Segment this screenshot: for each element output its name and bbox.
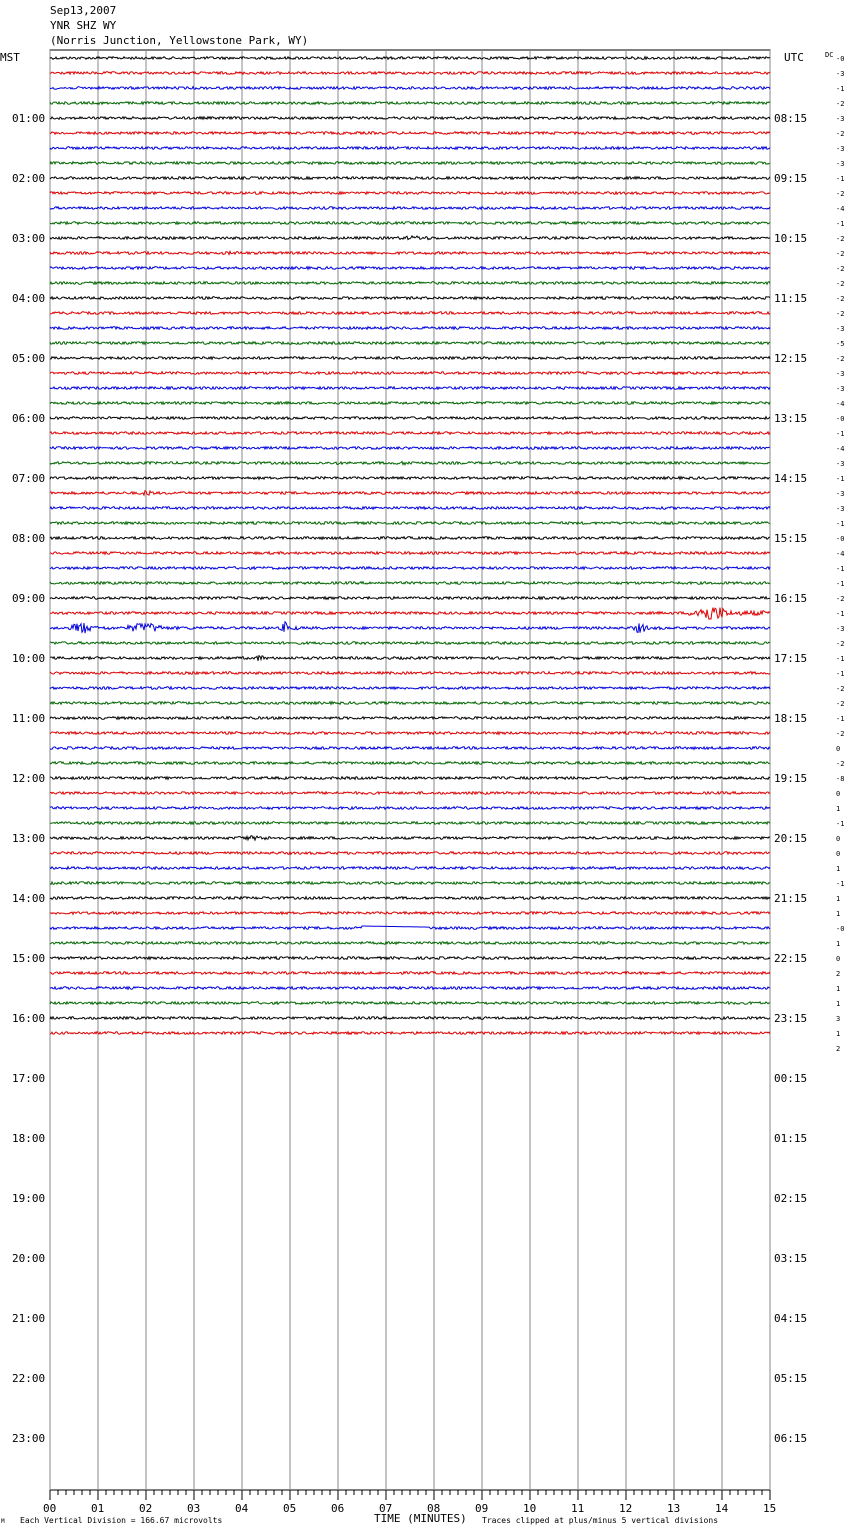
mst-hour-label: 07:00 xyxy=(12,472,46,485)
dc-offset-value: -1 xyxy=(836,565,845,573)
station-code: YNR SHZ WY xyxy=(50,19,117,32)
dc-offset-value: -4 xyxy=(836,400,845,408)
dc-offset-value: -3 xyxy=(836,490,845,498)
dc-offset-value: -3 xyxy=(836,145,845,153)
utc-hour-label: 18:15 xyxy=(774,712,808,725)
dc-offset-value: -2 xyxy=(836,760,845,768)
mst-hour-label: 14:00 xyxy=(12,892,46,905)
dc-offset-value: 1 xyxy=(836,1000,841,1008)
dc-offset-value: -2 xyxy=(836,265,845,273)
seismic-trace xyxy=(50,327,770,330)
dc-offset-value: -4 xyxy=(836,205,845,213)
mst-hour-label: 17:00 xyxy=(12,1072,46,1085)
utc-hour-label: 11:15 xyxy=(774,292,808,305)
mst-hour-label: 08:00 xyxy=(12,532,46,545)
dc-offset-value: -1 xyxy=(836,220,845,228)
seismic-trace xyxy=(50,567,770,570)
seismic-trace xyxy=(50,957,770,960)
seismic-traces xyxy=(50,57,770,1035)
x-tick-label: 07 xyxy=(379,1502,393,1515)
seismic-trace xyxy=(50,608,770,620)
seismic-trace xyxy=(50,852,770,855)
x-tick-label: 06 xyxy=(331,1502,345,1515)
seismic-trace xyxy=(50,867,770,870)
dc-offset-value: -2 xyxy=(836,730,845,738)
plot-date: Sep13,2007 xyxy=(50,4,117,17)
dc-offset-value: -2 xyxy=(836,295,845,303)
dc-offset-value: 1 xyxy=(836,985,841,993)
seismic-trace xyxy=(50,1002,770,1005)
mst-hour-label: 21:00 xyxy=(12,1312,46,1325)
dc-offset-value: -2 xyxy=(836,700,845,708)
dc-offset-value: -1 xyxy=(836,715,845,723)
plot-frame xyxy=(50,50,770,1490)
utc-hour-label: 22:15 xyxy=(774,952,808,965)
utc-hour-label: 02:15 xyxy=(774,1192,808,1205)
dc-offset-value: 2 xyxy=(836,970,841,978)
dc-offset-value: 3 xyxy=(836,1015,841,1023)
utc-hour-label: 01:15 xyxy=(774,1132,808,1145)
seismic-trace xyxy=(50,822,770,825)
dc-offset-value: -3 xyxy=(836,460,845,468)
seismic-trace xyxy=(50,57,770,60)
utc-hour-label: 19:15 xyxy=(774,772,808,785)
seismic-trace xyxy=(50,582,770,585)
seismic-trace xyxy=(50,132,770,135)
seismic-trace xyxy=(50,267,770,270)
seismic-trace xyxy=(50,777,770,780)
utc-hour-label: 13:15 xyxy=(774,412,808,425)
dc-offset-value: -2 xyxy=(836,310,845,318)
dc-offset-value: 1 xyxy=(836,895,841,903)
seismic-trace xyxy=(50,836,770,840)
seismic-trace xyxy=(50,87,770,90)
mst-hour-label: 16:00 xyxy=(12,1012,46,1025)
utc-hour-label: 06:15 xyxy=(774,1432,808,1445)
seismic-trace xyxy=(50,222,770,225)
seismic-trace xyxy=(50,1017,770,1020)
dc-offset-value: 2 xyxy=(836,1045,841,1053)
scale-note: Each Vertical Division = 166.67 microvolts xyxy=(20,1516,223,1525)
mst-axis-title: MST xyxy=(0,51,20,64)
dc-offset-value: -4 xyxy=(836,445,845,453)
seismic-trace xyxy=(50,717,770,720)
x-tick-label: 01 xyxy=(91,1502,105,1515)
dc-offset-value: -3 xyxy=(836,505,845,513)
dc-offset-value: -0 xyxy=(836,925,845,933)
seismic-trace xyxy=(50,762,770,765)
mst-hour-label: 05:00 xyxy=(12,352,46,365)
seismic-trace xyxy=(50,477,770,480)
seismic-trace xyxy=(50,236,770,240)
dc-offset-value: -2 xyxy=(836,355,845,363)
clip-note: Traces clipped at plus/minus 5 vertical divisions xyxy=(482,1516,719,1525)
dc-offset-value: 0 xyxy=(836,790,841,798)
dc-offset-value: 1 xyxy=(836,805,841,813)
dc-offset-value: -3 xyxy=(836,160,845,168)
utc-hour-label: 20:15 xyxy=(774,832,808,845)
utc-hour-label: 05:15 xyxy=(774,1372,808,1385)
x-tick-label: 08 xyxy=(427,1502,441,1515)
utc-hour-label: 09:15 xyxy=(774,172,808,185)
dc-offset-value: -3 xyxy=(836,385,845,393)
seismic-trace xyxy=(50,461,770,464)
utc-axis-title: UTC xyxy=(784,51,804,64)
utc-hour-label: 15:15 xyxy=(774,532,808,545)
mst-hour-label: 23:00 xyxy=(12,1432,46,1445)
axis-labels xyxy=(12,55,844,1515)
dc-offset-value: -2 xyxy=(836,280,845,288)
mst-hour-label: 18:00 xyxy=(12,1132,46,1145)
mst-hour-label: 10:00 xyxy=(12,652,46,665)
seismic-trace xyxy=(50,942,770,945)
seismic-trace xyxy=(50,1032,770,1035)
utc-hour-label: 23:15 xyxy=(774,1012,808,1025)
seismic-trace xyxy=(50,297,770,300)
dc-offset-value: -2 xyxy=(836,595,845,603)
seismic-trace xyxy=(50,447,770,450)
seismic-trace xyxy=(50,387,770,390)
mst-hour-label: 09:00 xyxy=(12,592,46,605)
seismic-trace xyxy=(50,102,770,105)
dc-offset-value: 1 xyxy=(836,1030,841,1038)
dc-offset-value: 0 xyxy=(836,955,841,963)
dc-offset-value: 1 xyxy=(836,910,841,918)
dc-offset-value: -8 xyxy=(836,775,845,783)
seismic-trace xyxy=(50,372,770,375)
seismic-trace xyxy=(50,747,770,750)
x-tick-label: 14 xyxy=(715,1502,729,1515)
x-tick-label: 00 xyxy=(43,1502,57,1515)
seismic-trace xyxy=(50,807,770,810)
seismic-trace xyxy=(50,117,770,120)
dc-offset-value: -1 xyxy=(836,880,845,888)
mst-hour-label: 15:00 xyxy=(12,952,46,965)
seismic-trace xyxy=(50,656,770,661)
dc-offset-title: DC xyxy=(825,51,834,59)
seismic-trace xyxy=(50,282,770,285)
utc-hour-label: 04:15 xyxy=(774,1312,808,1325)
seismic-trace xyxy=(50,162,770,165)
mst-hour-label: 04:00 xyxy=(12,292,46,305)
dc-offset-value: -2 xyxy=(836,250,845,258)
dc-offset-value: -1 xyxy=(836,85,845,93)
dc-offset-value: -3 xyxy=(836,115,845,123)
seismic-trace xyxy=(50,507,770,510)
dc-offset-value: 1 xyxy=(836,865,841,873)
seismic-trace xyxy=(50,882,770,885)
station-location: (Norris Junction, Yellowstone Park, WY) xyxy=(50,34,309,47)
utc-hour-label: 17:15 xyxy=(774,652,808,665)
dc-offset-value: -3 xyxy=(836,70,845,78)
seismic-trace xyxy=(50,552,770,555)
dc-offset-value: -0 xyxy=(836,415,845,423)
seismic-trace xyxy=(50,357,770,360)
x-tick-label: 09 xyxy=(475,1502,489,1515)
x-tick-label: 05 xyxy=(283,1502,297,1515)
dc-offset-value: -5 xyxy=(836,340,845,348)
x-tick-label: 10 xyxy=(523,1502,537,1515)
x-tick-label: 04 xyxy=(235,1502,249,1515)
dc-offset-value: -3 xyxy=(836,325,845,333)
seismic-trace xyxy=(50,987,770,990)
seismic-trace xyxy=(50,432,770,435)
seismic-trace xyxy=(50,342,770,345)
utc-hour-label: 16:15 xyxy=(774,592,808,605)
mst-hour-label: 20:00 xyxy=(12,1252,46,1265)
seismic-trace xyxy=(50,597,770,600)
seismic-trace xyxy=(50,402,770,405)
dc-offset-value: -0 xyxy=(836,535,845,543)
x-tick-label: 11 xyxy=(571,1502,585,1515)
seismic-trace xyxy=(50,702,770,705)
dc-offset-value: 0 xyxy=(836,835,841,843)
dc-offset-value: -1 xyxy=(836,610,845,618)
dc-offset-value: -4 xyxy=(836,550,845,558)
utc-hour-label: 12:15 xyxy=(774,352,808,365)
x-tick-label: 13 xyxy=(667,1502,681,1515)
seismic-trace xyxy=(50,491,770,496)
seismic-trace xyxy=(50,732,770,735)
seismic-trace xyxy=(50,72,770,75)
dc-offset-value: -2 xyxy=(836,235,845,243)
dc-offset-value: 1 xyxy=(836,940,841,948)
dc-offset-value: -2 xyxy=(836,190,845,198)
corner-mark: M xyxy=(1,1518,5,1525)
dc-offset-value: -1 xyxy=(836,580,845,588)
dc-offset-value: -1 xyxy=(836,655,845,663)
x-tick-label: 12 xyxy=(619,1502,633,1515)
x-tick-label: 02 xyxy=(139,1502,153,1515)
mst-hour-label: 11:00 xyxy=(12,712,46,725)
dc-offset-value: -2 xyxy=(836,100,845,108)
mst-hour-label: 01:00 xyxy=(12,112,46,125)
mst-hour-label: 22:00 xyxy=(12,1372,46,1385)
dc-offset-value: -1 xyxy=(836,820,845,828)
seismic-trace xyxy=(50,251,770,254)
mst-hour-label: 03:00 xyxy=(12,232,46,245)
seismic-trace xyxy=(50,537,770,540)
dc-offset-value: -0 xyxy=(836,55,845,63)
mst-hour-label: 12:00 xyxy=(12,772,46,785)
seismic-trace xyxy=(50,792,770,795)
utc-hour-label: 08:15 xyxy=(774,112,808,125)
dc-offset-value: 0 xyxy=(836,745,841,753)
seismic-trace xyxy=(50,312,770,315)
dc-offset-value: -2 xyxy=(836,130,845,138)
seismic-trace xyxy=(50,522,770,525)
seismic-trace xyxy=(50,192,770,195)
mst-hour-label: 13:00 xyxy=(12,832,46,845)
dc-offset-value: -1 xyxy=(836,670,845,678)
dc-offset-value: -3 xyxy=(836,370,845,378)
dc-offset-value: -3 xyxy=(836,625,845,633)
seismic-trace xyxy=(50,177,770,180)
seismic-trace xyxy=(50,417,770,420)
seismic-trace xyxy=(50,912,770,915)
seismic-trace xyxy=(50,147,770,150)
seismic-trace xyxy=(50,687,770,690)
utc-hour-label: 21:15 xyxy=(774,892,808,905)
x-tick-label: 15 xyxy=(763,1502,777,1515)
x-tick-label: 03 xyxy=(187,1502,201,1515)
seismic-trace xyxy=(50,207,770,210)
dc-offset-value: -1 xyxy=(836,475,845,483)
utc-hour-label: 10:15 xyxy=(774,232,808,245)
dc-offset-value: -2 xyxy=(836,640,845,648)
utc-hour-label: 14:15 xyxy=(774,472,808,485)
dc-offset-value: -1 xyxy=(836,175,845,183)
seismic-trace xyxy=(50,897,770,900)
x-axis-title: TIME (MINUTES) xyxy=(374,1512,467,1525)
utc-hour-label: 00:15 xyxy=(774,1072,808,1085)
seismic-trace xyxy=(50,926,770,929)
dc-offset-value: -1 xyxy=(836,430,845,438)
seismic-trace xyxy=(50,622,770,633)
dc-offset-value: -2 xyxy=(836,685,845,693)
seismic-trace xyxy=(50,972,770,975)
mst-hour-label: 19:00 xyxy=(12,1192,46,1205)
seismic-trace xyxy=(50,672,770,675)
seismic-trace xyxy=(50,642,770,645)
dc-offset-value: -1 xyxy=(836,520,845,528)
utc-hour-label: 03:15 xyxy=(774,1252,808,1265)
dc-offset-value: 0 xyxy=(836,850,841,858)
mst-hour-label: 06:00 xyxy=(12,412,46,425)
mst-hour-label: 02:00 xyxy=(12,172,46,185)
